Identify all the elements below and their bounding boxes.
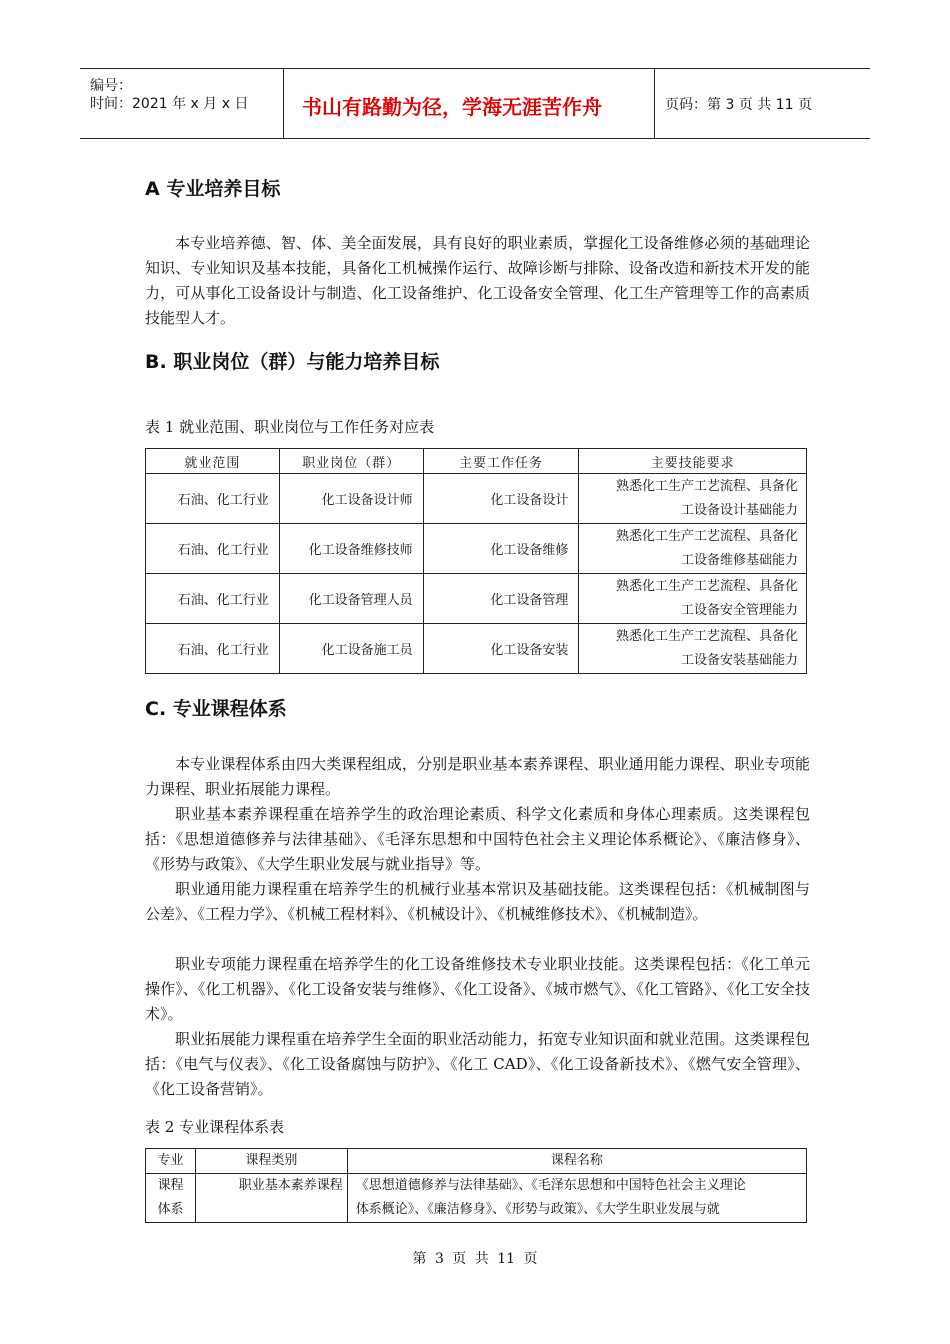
post-cell: 化工设备施工员 [279, 624, 423, 674]
employment-table [145, 448, 807, 674]
skill-cell [579, 624, 807, 674]
header-page-cell [655, 69, 870, 138]
document-number-label: 编号： [90, 78, 132, 94]
page-header [80, 68, 870, 139]
course-names-line: 《思想道德修养与法律基础》、《毛泽东思想和中国特色社会主义理论 [355, 1178, 746, 1193]
table-header-cell: 专业 [146, 1149, 196, 1174]
skill-line: 熟悉化工生产工艺流程、具备化 [615, 628, 798, 644]
skill-line: 熟悉化工生产工艺流程、具备化 [615, 478, 798, 494]
section-c-paragraph-3: 职业通用能力课程重在培养学生的机械行业基本常识及基础技能。这类课程包括：《机械制图与公差》、《工程力学》、《机械工程材料》、《机械设计》、《机械维修技术》、《机械制造》。 [145, 880, 810, 923]
post-cell: 化工设备管理人员 [279, 574, 423, 624]
system-cell [146, 1174, 196, 1223]
section-c-paragraph-2: 职业基本素养课程重在培养学生的政治理论素质、科学文化素质和身体心理素质。这类课程包括：《思想道德修养与法律基础》、《毛泽东思想和中国特色社会主义理论体系概论》、《廉洁修身》、《形势与政策》、《大学生职业发展与就业指导》等。 [145, 805, 810, 873]
header-page-code: 页码：第 3 页 共 11 页 [665, 97, 812, 113]
skill-line: 工设备设计基础能力 [680, 502, 798, 518]
skill-line: 熟悉化工生产工艺流程、具备化 [615, 578, 798, 594]
skill-cell [579, 524, 807, 574]
table-header-cell: 就业范围 [146, 449, 280, 474]
table-header-cell: 职业岗位（群） [279, 449, 423, 474]
course-names-line: 体系概论》、《廉洁修身》、《形势与政策》、《大学生职业发展与就 [355, 1202, 720, 1217]
section-b-title: B. 职业岗位（群）与能力培养目标 [145, 351, 440, 373]
course-names-cell [347, 1174, 806, 1223]
table1-caption: 表 1 就业范围、职业岗位与工作任务对应表 [145, 418, 435, 436]
category-cell: 职业基本素养课程 [195, 1174, 347, 1223]
post-cell: 化工设备维修技师 [279, 524, 423, 574]
skill-line: 工设备安装基础能力 [680, 652, 798, 668]
course-system-table [145, 1148, 807, 1223]
system-label-line: 体系 [157, 1202, 184, 1217]
header-motto-cell [284, 69, 655, 138]
skill-line: 工设备维修基础能力 [680, 552, 798, 568]
skill-cell [579, 574, 807, 624]
document-time-label: 时间：2021 年 x 月 x 日 [90, 96, 249, 112]
table-header-cell: 主要工作任务 [423, 449, 579, 474]
section-c-paragraph-4: 职业专项能力课程重在培养学生的化工设备维修技术专业职业技能。这类课程包括：《化工单元操作》、《化工机器》、《化工设备安装与维修》、《化工设备》、《城市燃气》、《化工管路》、《化工安全技术》。 [145, 955, 810, 1023]
table2-caption: 表 2 专业课程体系表 [145, 1118, 285, 1136]
section-c-paragraph-1: 本专业课程体系由四大类课程组成，分别是职业基本素养课程、职业通用能力课程、职业专项能力课程、职业拓展能力课程。 [145, 755, 810, 798]
table-header-cell: 课程类别 [195, 1149, 347, 1174]
header-meta [80, 69, 284, 138]
section-a-title: A 专业培养目标 [145, 178, 281, 200]
skill-line: 熟悉化工生产工艺流程、具备化 [615, 528, 798, 544]
page-footer: 第 3 页 共 11 页 [412, 1251, 538, 1267]
scope-cell: 石油、化工行业 [146, 574, 280, 624]
scope-cell: 石油、化工行业 [146, 474, 280, 524]
table-header-row [146, 1149, 807, 1174]
table-row [146, 524, 807, 574]
table-row [146, 624, 807, 674]
task-cell: 化工设备安装 [423, 624, 579, 674]
task-cell: 化工设备维修 [423, 524, 579, 574]
header-motto: 书山有路勤为径，学海无涯苦作舟 [302, 95, 602, 119]
post-cell: 化工设备设计师 [279, 474, 423, 524]
scope-cell: 石油、化工行业 [146, 624, 280, 674]
table-header-cell: 课程名称 [347, 1149, 806, 1174]
table-row [146, 574, 807, 624]
scope-cell: 石油、化工行业 [146, 524, 280, 574]
task-cell: 化工设备管理 [423, 574, 579, 624]
system-label-line: 课程 [157, 1178, 184, 1193]
section-c-paragraph-5: 职业拓展能力课程重在培养学生全面的职业活动能力，拓宽专业知识面和就业范围。这类课程包括：《电气与仪表》、《化工设备腐蚀与防护》、《化工 CAD》、《化工设备新技术》、《燃气安全管理》、《化工设备营销》。 [145, 1030, 810, 1098]
table-header-cell: 主要技能要求 [579, 449, 807, 474]
section-c-title: C. 专业课程体系 [145, 698, 287, 720]
task-cell: 化工设备设计 [423, 474, 579, 524]
table-header-row [146, 449, 807, 474]
table-row [146, 1174, 807, 1223]
skill-line: 工设备安全管理能力 [680, 602, 798, 618]
section-a-paragraph: 本专业培养德、智、体、美全面发展，具有良好的职业素质，掌握化工设备维修必须的基础理论知识、专业知识及基本技能，具备化工机械操作运行、故障诊断与排除、设备改造和新技术开发的能力，可从事化工设备设计与制造、化工设备维护、化工设备安全管理、化工生产管理等工作的高素质技能型人才。 [145, 234, 810, 327]
skill-cell [579, 474, 807, 524]
table-row [146, 474, 807, 524]
